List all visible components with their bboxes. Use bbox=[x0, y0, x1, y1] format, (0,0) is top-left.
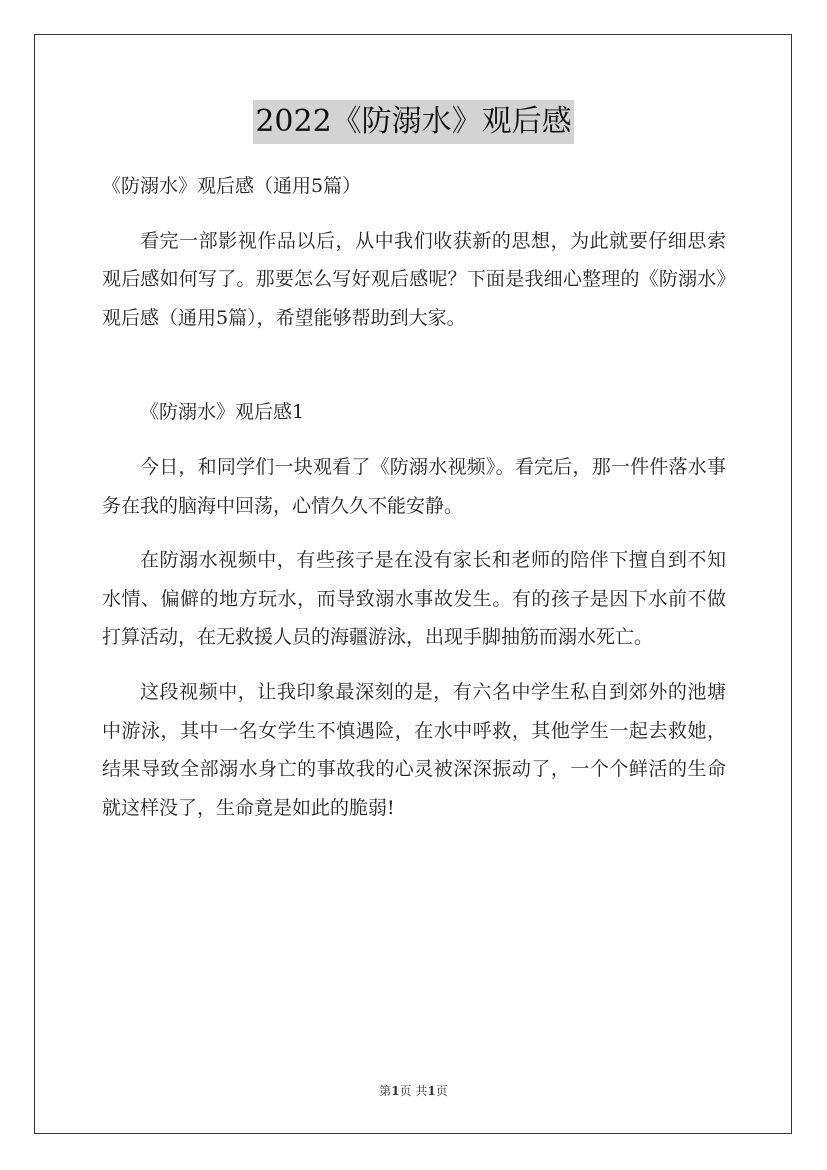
document-subtitle: 《防溺水》观后感（通用5篇） bbox=[102, 175, 362, 197]
body-paragraph: 今日，和同学们一块观看了《防溺水视频》。看完后，那一件件落水事务在我的脑海中回荡，心情久久不能安静。 bbox=[102, 455, 726, 517]
section-spacer bbox=[102, 337, 726, 393]
document-body bbox=[102, 167, 726, 827]
footer-page-current: 1 bbox=[391, 1084, 400, 1098]
footer-page-suffix: 页 bbox=[435, 1084, 448, 1098]
intro-paragraph: 看完一部影视作品以后，从中我们收获新的思想，为此就要仔细思索观后感如何写了。那要怎么写好观后感呢？下面是我细心整理的《防溺水》观后感（通用5篇），希望能够帮助到大家。 bbox=[102, 229, 726, 329]
document-title: 2022《防溺水》观后感 bbox=[253, 100, 573, 144]
footer-page-total: 1 bbox=[427, 1084, 436, 1098]
footer-page-mid: 页 共 bbox=[399, 1084, 428, 1098]
page-footer bbox=[0, 1082, 827, 1099]
body-paragraph: 在防溺水视频中，有些孩子是在没有家长和老师的陪伴下擅自到不知水情、偏僻的地方玩水，而导致溺水事故发生。有的孩子是因下水前不做打算活动，在无救援人员的海疆游泳，出现手脚抽筋而溺水死亡。 bbox=[102, 549, 726, 649]
body-paragraph: 这段视频中，让我印象最深刻的是，有六名中学生私自到郊外的池塘中游泳，其中一名女学生不慎遇险，在水中呼救，其他学生一起去救她，结果导致全部溺水身亡的事故我的心灵被深深振动了，一个个鲜活的生命就这样没了，生命竟是如此的脆弱! bbox=[102, 680, 726, 819]
document-title-container bbox=[0, 100, 827, 144]
footer-page-prefix: 第 bbox=[379, 1084, 392, 1098]
section-title: 《防溺水》观后感1 bbox=[140, 401, 305, 424]
